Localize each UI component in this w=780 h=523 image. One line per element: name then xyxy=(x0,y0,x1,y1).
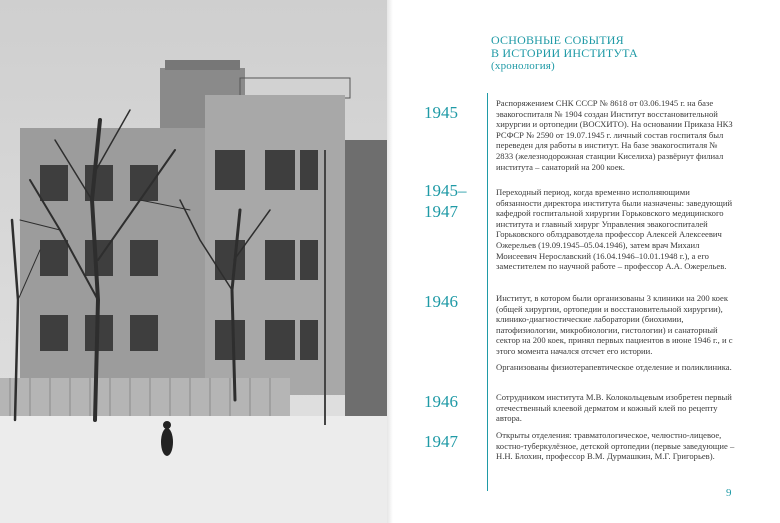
entry-text: Организованы физиотерапевтическое отделение и поликлиника. xyxy=(496,362,732,372)
year-1946: 1946 xyxy=(424,292,458,311)
chapter-title-line-2: В ИСТОРИИ ИНСТИТУТА xyxy=(491,46,638,60)
entry-text: Сотрудником института М.В. Колокольцевым изобретен первый отечественный клеевой дерматом и кожный клей по рецепту автора. xyxy=(496,392,732,424)
entry-text: Переходный период, когда временно исполняющими обязанности директора института были назначены: заведующий кафедрой госпитальной хирургии Горьковского медицинского института и главный хирург Управления эвакогоспиталей Горьковского облздравотдела профессор Алексей Алексеевич Ожерельев (19.09.1945–05.04.1946), затем врач Михаил Моисеевич Нерославский (16.04.1946–10.01.1948 г.), а его заместителем по научной работе – профессор А.А. Ожерельев. xyxy=(496,187,733,272)
chapter-subtitle: (хронология) xyxy=(491,60,555,72)
entry-text: Открыты отделения: травматологическое, челюстно-лицевое, костно-туберкулёзное, детской ортопедии (первые заведующие – Н.Н. Блохин, профессор В.М. Дурмашкин, М.Г. Григорьев). xyxy=(496,430,735,462)
chapter-title xyxy=(491,34,638,73)
chapter-title-line-1: ОСНОВНЫЕ СОБЫТИЯ xyxy=(491,33,624,47)
year-1945: 1945 xyxy=(424,103,458,122)
year-1945-1947: 1945–1947 xyxy=(424,181,467,221)
page-gutter xyxy=(387,0,393,523)
year-1947: 1947 xyxy=(424,432,458,451)
historic-building-photo xyxy=(0,0,387,523)
year-1946: 1946 xyxy=(424,392,458,411)
page-number: 9 xyxy=(726,487,732,499)
entry-text: Распоряжением СНК СССР № 8618 от 03.06.1945 г. на базе эвакогоспиталя № 1904 создан Институт восстановительной хирургии и ортопедии (ВОСХИТО). На основании Приказа НКЗ РСФСР № 2590 от 19.07.1945 г. личный состав госпиталя был переведен для работы в институт. На базе эвакогоспиталя № 2833 (железнодорожная станции Киселиха) развёрнут филиал института – санаторий на 200 коек. xyxy=(496,98,733,172)
timeline-divider xyxy=(487,93,488,491)
entry-text: Институт, в котором были организованы 3 клиники на 200 коек (общей хирургии, ортопедии и восстановительной хирургии), клинико-диагностические лаборатории (биохимии, патофизиологии, микробиологии, гистологии) и санаторный сектор на 200 коек, принял первых пациентов в июне 1946 г., и с этого момента начался отсчет его истории. xyxy=(496,293,733,356)
